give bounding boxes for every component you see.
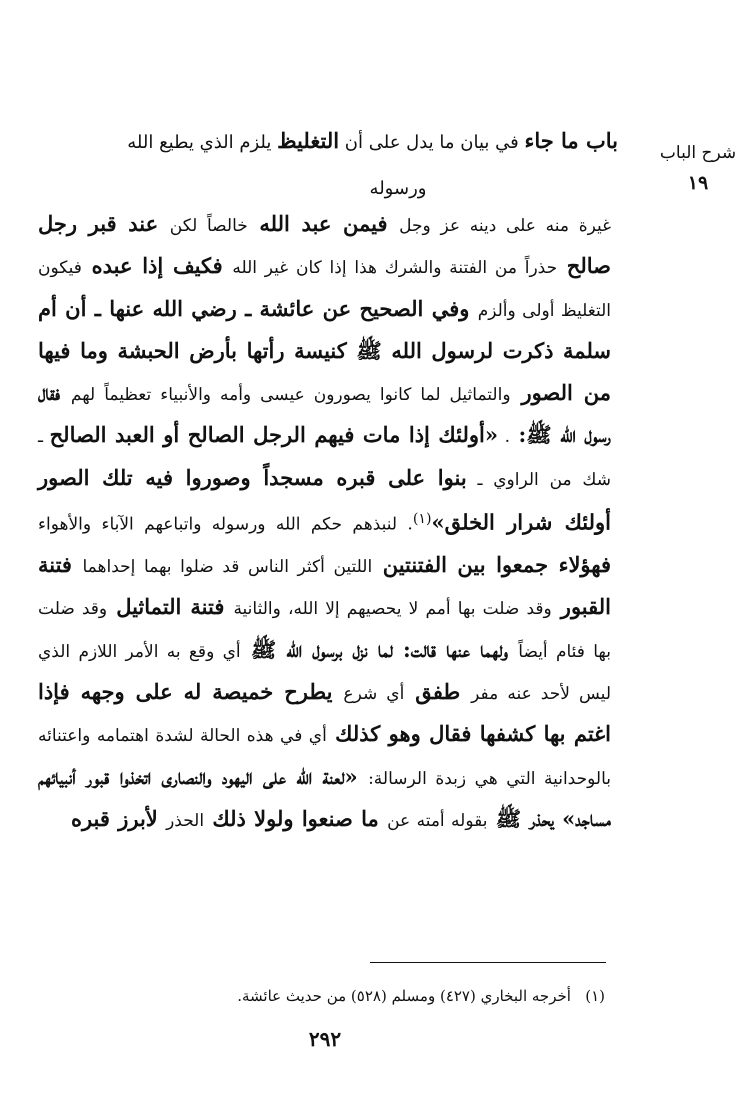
footnote-reference: (١) xyxy=(412,511,432,528)
commentary-text: خالصاً لكن xyxy=(169,216,248,236)
chapter-heading-text: يلزم الذي يطيع الله xyxy=(127,132,278,153)
matn-text: فهؤلاء جمعوا بين الفتنتين xyxy=(372,552,611,578)
page-number: ٢٩٢ xyxy=(308,1027,342,1051)
footnote xyxy=(40,983,605,1009)
commentary-paragraph xyxy=(38,204,611,841)
chapter-heading-lead: باب ما جاء xyxy=(524,128,618,153)
commentary-text: حذراً من الفتنة والشرك هذا إذا كان غير الله xyxy=(232,258,558,279)
hadith-quote: «أولئك إذا مات فيهم الرجل الصالح أو العبد الصالح xyxy=(49,422,498,448)
commentary-text: اللتين أكثر الناس قد ضلوا بهما إحداهما xyxy=(82,557,373,578)
hadith-quote: «لعنة الله على اليهود والنصارى اتخذوا قبور أنبيائهم مساجد» يحذر ﷺ xyxy=(38,763,611,831)
footnote-divider xyxy=(370,962,606,963)
commentary-text: بقوله أمته عن xyxy=(387,810,488,831)
commentary-text: والتماثيل لما كانوا يصورون عيسى وأمه والأنبياء تعظيماً لهم xyxy=(70,385,511,406)
matn-text: عند قبر رجل صالح xyxy=(38,211,611,279)
matn-text: ولهما عنها قالت: لما نزل برسول الله ﷺ xyxy=(240,636,519,662)
matn-text: طفق xyxy=(404,678,472,704)
footnote-marker: (١) xyxy=(585,987,605,1005)
chapter-heading-bold: التغليظ xyxy=(277,128,340,153)
commentary-text: ـ شك من الراوي ـ xyxy=(38,427,611,490)
matn-text: لأبرز قبره xyxy=(70,805,167,831)
commentary-text: وقد ضلت بها فئام أيضاً xyxy=(38,599,611,662)
matn-text: فقال رسول الله ﷺ: xyxy=(38,380,611,448)
commentary-text: . لنبذهم حكم الله ورسوله واتباعهم الآباء والأهواء xyxy=(38,514,413,535)
matn-text: فكيف إذا عبده xyxy=(81,253,233,279)
hadith-quote: بنوا على قبره مسجداً وصوروا فيه تلك الصور أولئك شرار الخلق» xyxy=(38,464,611,535)
running-head-chapter xyxy=(659,138,737,198)
commentary-text: وقد ضلت بها أمم لا يحصيهم إلا الله، والثانية xyxy=(233,599,552,620)
chapter-heading xyxy=(38,118,618,212)
matn-text: وفي الصحيح عن عائشة ـ رضي الله عنها ـ أن أم سلمة ذكرت لرسول الله ﷺ كنيسة رأتها بأرض الحبشة وما فيها من الصور xyxy=(38,295,612,406)
commentary-text: الحذر xyxy=(166,810,205,831)
matn-text: ما صنعوا ولولا ذلك xyxy=(204,805,388,831)
commentary-text: غيرة منه على دينه عز وجل xyxy=(399,216,612,236)
matn-text: يطرح خميصة له على وجهه فإذا اغتم بها كشفها فقال وهو كذلك xyxy=(38,678,611,747)
matn-text: فتنة التماثيل xyxy=(107,594,234,620)
commentary-text: أي في هذه الحالة لشدة اهتمامه واعتنائه بالوحدانية التي هي زبدة الرسالة: xyxy=(38,726,611,789)
commentary-text: فيكون التغليظ أولى وألزم xyxy=(38,258,611,321)
commentary-text: أي شرع xyxy=(343,683,405,704)
commentary-text: أي وقع به الأمر اللازم الذي ليس لأحد عنه مفر xyxy=(38,641,611,704)
commentary-text: . xyxy=(497,427,510,448)
chapter-heading-text: في بيان ما يدل على أن xyxy=(339,132,525,153)
footnote-text: أخرجه البخاري (٤٢٧) ومسلم (٥٢٨) من حديث عائشة. xyxy=(237,987,571,1005)
chapter-heading-line2: ورسوله xyxy=(369,178,427,199)
chapter-heading-line1 xyxy=(38,118,618,166)
matn-text: فتنة القبور xyxy=(38,552,611,620)
matn-text: فيمن عبد الله xyxy=(247,211,400,236)
chapter-number: ١٩ xyxy=(687,172,709,194)
running-head-title: شرح الباب xyxy=(659,143,737,163)
